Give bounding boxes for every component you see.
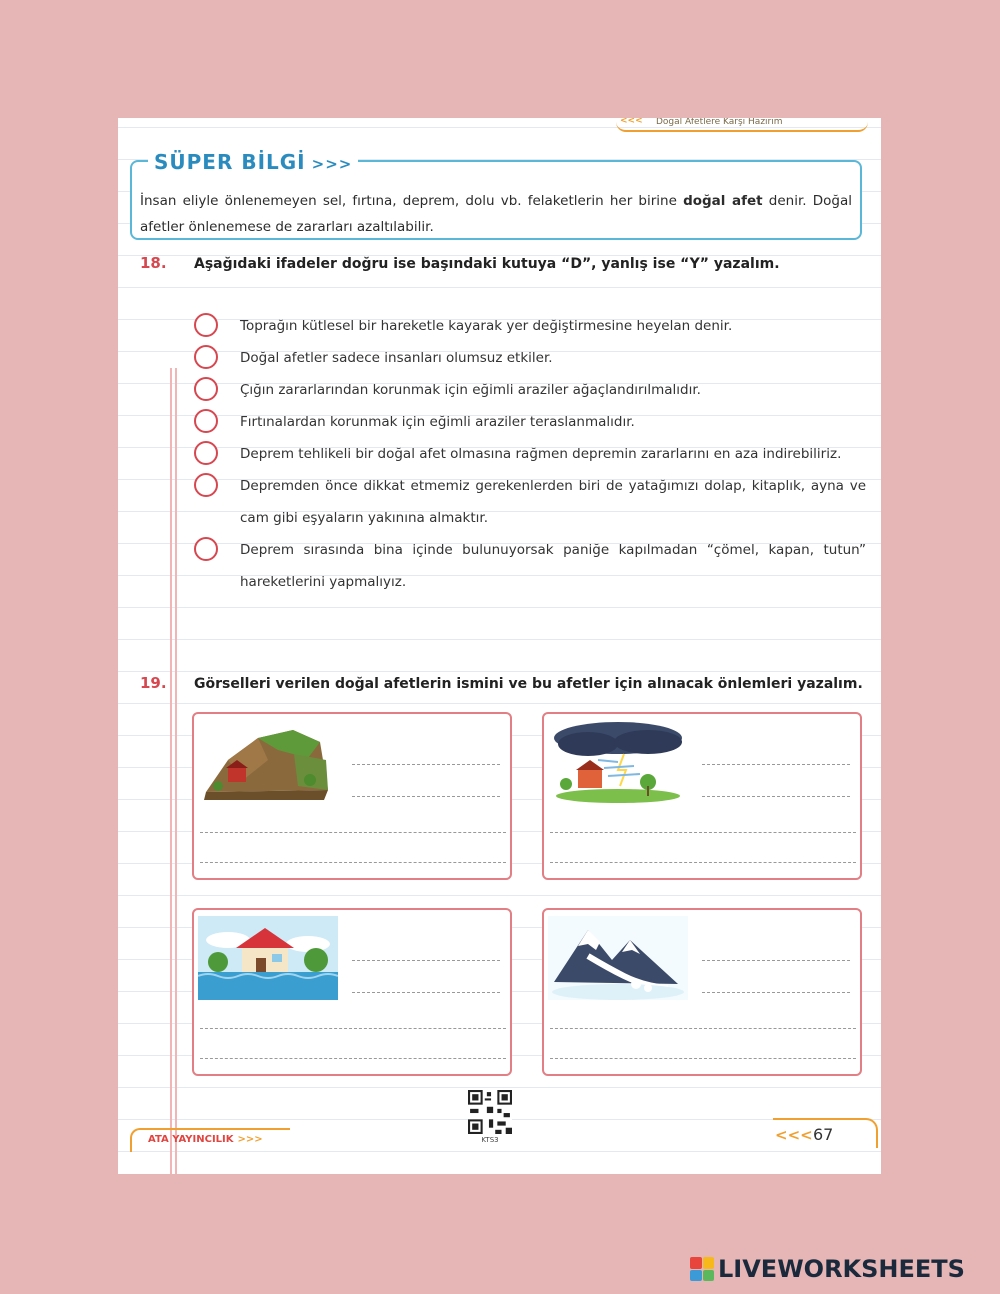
statement-item <box>194 534 866 598</box>
answer-line[interactable] <box>352 992 500 993</box>
answer-circle-input[interactable] <box>194 377 218 401</box>
question-19-prompt: Görselleri verilen doğal afetlerin ismini ve bu afetler için alınacak önlemleri yazalım. <box>194 676 863 692</box>
statement-item <box>194 406 866 438</box>
super-info-text-part: denir. Doğal afetler önlenemese de zararları azaltılabilir. <box>140 193 852 235</box>
answer-circle-input[interactable] <box>194 313 218 337</box>
answer-circle-input[interactable] <box>194 441 218 465</box>
statement-text: Deprem tehlikeli bir doğal afet olmasına rağmen depremin zararlarını en aza indirebiliriz. <box>240 446 842 462</box>
answer-line[interactable] <box>702 764 850 765</box>
question-18-prompt: Aşağıdaki ifadeler doğru ise başındaki kutuya “D”, yanlış ise “Y” yazalım. <box>194 256 780 272</box>
statement-text: Deprem sırasında bina içinde bulunuyorsak paniğe kapılmadan “çömel, kapan, tutun” hareketlerini yapmalıyız. <box>240 542 866 590</box>
answer-card-storm <box>542 712 862 880</box>
unit-header-tag <box>616 118 868 132</box>
answer-line[interactable] <box>200 832 506 833</box>
statement-item <box>194 310 866 342</box>
answer-line[interactable] <box>352 764 500 765</box>
answer-card-avalanche <box>542 908 862 1076</box>
answer-circle-input[interactable] <box>194 537 218 561</box>
statement-item <box>194 470 866 534</box>
unit-title: Doğal Afetlere Karşı Hazırım <box>656 118 783 127</box>
super-info-title <box>148 150 358 174</box>
worksheet-page <box>118 118 881 1174</box>
statement-text: Doğal afetler sadece insanları olumsuz etkiler. <box>240 350 553 366</box>
page-number-footer <box>773 1118 878 1148</box>
statement-item <box>194 438 866 470</box>
answer-line[interactable] <box>550 1058 856 1059</box>
flood-image <box>198 916 338 1000</box>
brand-name: LIVEWORKSHEETS <box>718 1255 965 1283</box>
publisher-name: ATA YAYINCILIK <box>148 1134 234 1145</box>
page-chevrons: <<< <box>775 1126 813 1144</box>
answer-line[interactable] <box>352 796 500 797</box>
statement-text: Fırtınalardan korunmak için eğimli araziler teraslanmalıdır. <box>240 414 635 430</box>
answer-line[interactable] <box>550 862 856 863</box>
answer-line[interactable] <box>200 862 506 863</box>
liveworksheets-logo-icon <box>690 1257 714 1281</box>
answer-line[interactable] <box>550 1028 856 1029</box>
page-number: 67 <box>813 1125 834 1144</box>
question-18-number: 18. <box>140 254 167 272</box>
publisher-footer <box>130 1128 290 1152</box>
answer-circle-input[interactable] <box>194 345 218 369</box>
liveworksheets-brand <box>690 1254 965 1284</box>
answer-card-flood <box>192 908 512 1076</box>
answer-line[interactable] <box>702 992 850 993</box>
answer-circle-input[interactable] <box>194 409 218 433</box>
landslide-image <box>198 720 338 804</box>
answer-circle-input[interactable] <box>194 473 218 497</box>
avalanche-image <box>548 916 688 1000</box>
publisher-chevrons: >>> <box>237 1134 263 1145</box>
answer-line[interactable] <box>200 1058 506 1059</box>
super-info-box <box>130 150 862 240</box>
super-info-title-text: SÜPER BİLGİ <box>154 150 306 174</box>
answer-line[interactable] <box>702 960 850 961</box>
statements-list <box>194 310 866 598</box>
statement-item <box>194 374 866 406</box>
margin-line <box>170 368 172 1174</box>
statement-text: Depremden önce dikkat etmemiz gerekenlerden biri de yatağımızı dolap, kitaplık, ayna ve cam gibi eşyaların yakınına almaktır. <box>240 478 866 526</box>
qr-code-icon <box>468 1090 512 1134</box>
answer-card-landslide <box>192 712 512 880</box>
statement-text: Toprağın kütlesel bir hareketle kayarak yer değiştirmesine heyelan denir. <box>240 318 733 334</box>
answer-line[interactable] <box>550 832 856 833</box>
qr-label: KTS3 <box>481 1136 499 1144</box>
super-info-text-part: İnsan eliyle önlenemeyen sel, fırtına, deprem, dolu vb. felaketlerin her birine <box>140 193 684 209</box>
super-info-chevrons: >>> <box>311 155 353 173</box>
statement-item <box>194 342 866 374</box>
margin-line <box>175 368 177 1174</box>
statement-text: Çığın zararlarından korunmak için eğimli araziler ağaçlandırılmalıdır. <box>240 382 701 398</box>
answer-line[interactable] <box>200 1028 506 1029</box>
header-chevrons: <<< <box>620 118 643 126</box>
answer-line[interactable] <box>702 796 850 797</box>
answer-line[interactable] <box>352 960 500 961</box>
question-19-number: 19. <box>140 674 167 692</box>
storm-image <box>548 720 688 804</box>
super-info-text <box>140 188 852 240</box>
super-info-bold-term: doğal afet <box>683 193 763 209</box>
